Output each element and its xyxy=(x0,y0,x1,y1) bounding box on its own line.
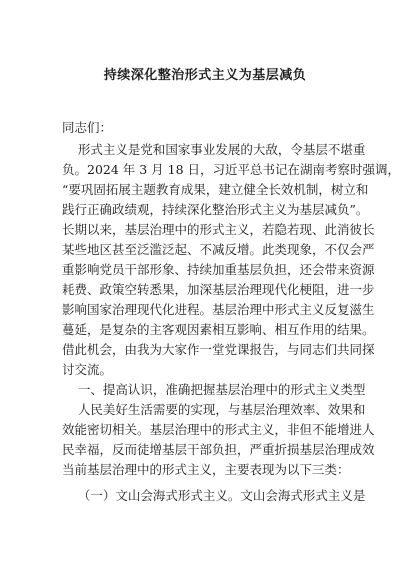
body-line: 影响国家治理现代化进程。基层治理中形式主义反复滋生 xyxy=(62,302,375,317)
body-line: 借此机会，由我为大家作一堂党课报告，与同志们共同探 xyxy=(62,342,375,357)
body-line: 重影响党员干部形象、持续加重基层负担，还会带来资源 xyxy=(62,262,375,277)
body-line: 负。2024 年 3 月 18 日，习近平总书记在湖南考察时强调， xyxy=(62,162,401,177)
body-line: 民幸福，反而徒增基层干部负担，严重折损基层治理成效 xyxy=(62,442,375,457)
body-line: 某些地区甚至泛滥泛起、不减反增。此类现象，不仅会严 xyxy=(62,242,375,257)
body-line: 讨交流。 xyxy=(62,362,113,377)
body-line: 蔓延，是复杂的主客观因素相互影响、相互作用的结果。 xyxy=(62,322,375,337)
body-line: 形式主义是党和国家事业发展的大敌，令基层不堪重 xyxy=(62,142,366,157)
salutation: 同志们： xyxy=(62,120,113,135)
body-line: 当前基层治理中的形式主义，主要表现为以下三类： xyxy=(62,462,350,477)
body-line: 人民美好生活需要的实现，与基层治理效率、效果和 xyxy=(62,402,366,417)
subsection-heading: （一）文山会海式形式主义。文山会海式形式主义是 xyxy=(62,488,366,503)
body-line: 践行正确政绩观，持续深化整治形式主义为基层减负”。 xyxy=(62,202,369,217)
section-heading: 一、提高认识，准确把握基层治理中的形式主义类型 xyxy=(62,382,366,397)
body-line: 耗费、政策空转悉果，加深基层治理现代化梗阻，进一步 xyxy=(62,282,375,297)
body-line: “要巩固拓展主题教育成果，建立健全长效机制，树立和 xyxy=(62,182,369,197)
body-line: 长期以来，基层治理中的形式主义，若隐若现、此消彼长 xyxy=(62,222,375,237)
body-line: 效能密切相关。基层治理中的形式主义，非但不能增进人 xyxy=(62,422,375,437)
document-title: 持续深化整治形式主义为基层减负 xyxy=(103,68,307,83)
